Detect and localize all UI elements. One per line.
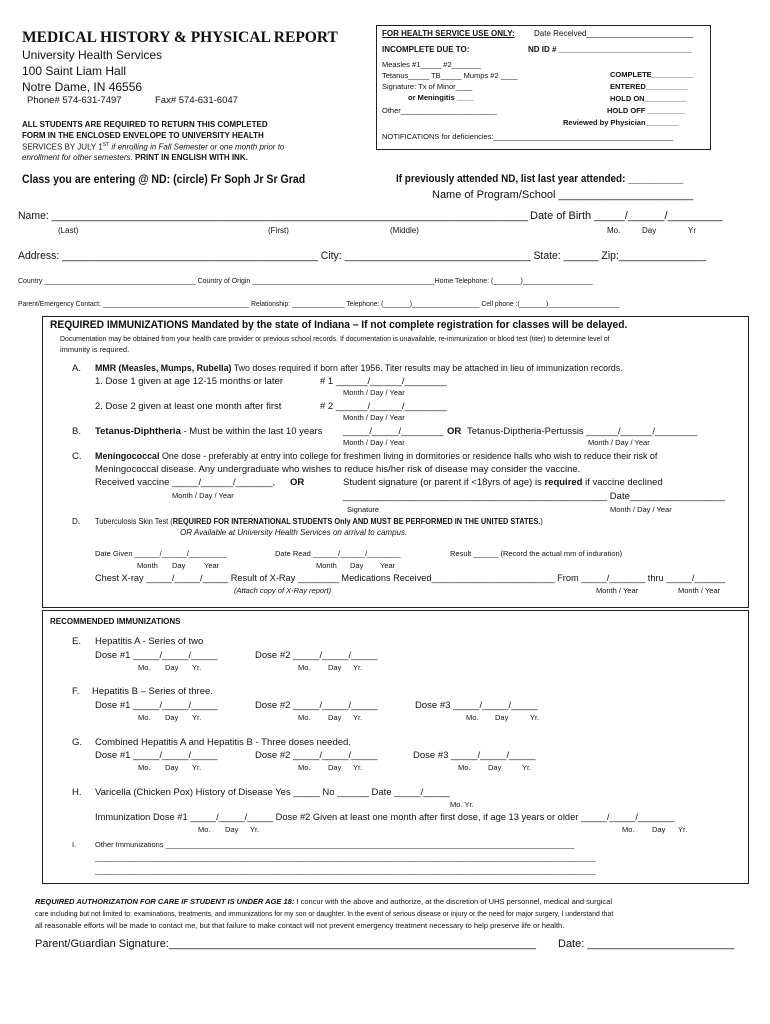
hep-b-d2-yr: Yr. [353,713,363,722]
office-signature[interactable]: Signature: Tx of Minor____ [382,82,473,91]
decline-required: required [544,477,583,488]
dob-day-label: Day [642,226,657,235]
section-e-letter: E. [72,636,81,647]
hep-a-d2-yr: Yr. [353,663,363,672]
org-phone: Phone# 574-631-7497 [27,95,122,106]
tdap-mdy: Month / Day / Year [588,438,650,447]
td-date-field[interactable]: _____/_____/________ [343,426,444,437]
hep-a-d1-yr: Yr. [192,663,202,672]
hep-a-d2-mo: Mo. [298,663,311,672]
meningococcal-received-field[interactable]: Received vaccine _____/______/_______, [95,477,276,488]
xray-attach-note: (Attach copy of X-Ray report) [234,586,332,595]
var-d2-yr: Yr. [678,825,688,834]
address-field[interactable]: Address: ____________________________________________ City: ________________________________ State: ______ Zip:_______________ [18,250,707,262]
hep-ab-dose1[interactable]: Dose #1 _____/_____/_____ [95,750,218,761]
dob-field[interactable]: Date of Birth _____/______/_________ [530,210,723,222]
hep-b-dose1[interactable]: Dose #1 _____/_____/_____ [95,700,218,711]
hep-b-dose2[interactable]: Dose #2 _____/_____/_____ [255,700,378,711]
org-name: University Health Services [22,48,163,62]
mmr-dose1-label: 1. Dose 1 given at age 12-15 months or later [95,376,284,387]
required-doc-note-2: immunity is required. [60,345,130,354]
org-address-1: 100 Saint Liam Hall [22,64,127,78]
varicella-immunization[interactable]: Immunization Dose #1 _____/_____/_____ Dose #2 Given at least one month after first dose, if age 13 years or older _____/_____/_______ [95,812,675,823]
notice-line-4b: PRINT IN ENGLISH WITH INK. [132,153,248,162]
section-b-text [95,426,322,437]
recommended-heading: RECOMMENDED IMMUNIZATIONS [50,617,181,626]
decline-signature-field[interactable]: __________________________________________________ Date__________________ [343,491,725,502]
section-a-letter: A. [72,363,81,374]
hep-b-d3-day: Day [495,713,509,722]
hep-a-label: Hepatitis A - Series of two [95,636,204,647]
org-fax: Fax# 574-631-6047 [155,95,238,106]
tb-read-month: Month [316,561,337,570]
notice-line-3a: SERVICES BY JULY 1 [22,142,103,152]
hep-a-dose1[interactable]: Dose #1 _____/_____/_____ [95,650,218,661]
name-last-label: (Last) [58,226,79,235]
tdap-field[interactable]: Tetanus-Diptheria-Pertussis ______/______/________ [467,426,698,437]
meningococcal-decline [343,477,663,488]
hep-a-d1-mo: Mo. [138,663,151,672]
tb-given-day: Day [172,561,186,570]
required-doc-note-1: Documentation may be obtained from your health care provider or previous school records. If documentation is unavailable, re-immunization or blood test (titer) to determine level of [60,334,610,343]
varicella-moyr: Mo. Yr. [450,800,474,809]
hep-b-d3-mo: Mo. [466,713,479,722]
td-mdy: Month / Day / Year [343,438,405,447]
program-school[interactable]: Name of Program/School ______________________ [432,189,694,201]
office-entered[interactable]: ENTERED__________ [610,82,688,91]
hep-ab-dose3[interactable]: Dose #3 _____/_____/_____ [413,750,536,761]
section-h-letter: H. [72,787,82,798]
name-field[interactable]: Name: __________________________________________________________________________________ [18,210,529,222]
previous-attended[interactable]: If previously attended ND, list last year attended: __________ [396,173,684,185]
country-field[interactable]: Country _______________________________________ Country of Origin _______________________________________________Home Telephone: (_______)__________________ [18,276,593,285]
mmr-desc: Two doses required if born after 1956. Titer results may be attached in lieu of immunization records. [231,363,623,374]
other-immunizations[interactable]: Other Immunizations ___________________________________________________________________________________________________ [95,840,575,849]
office-other[interactable]: Other_______________________ [382,106,497,115]
meningococcal-desc-2: Meningococcal disease. Any undergraduate who wishes to reduce his/her risk of disease may consider the vaccine. [95,464,581,475]
decline-date-mdy: Month / Day / Year [610,505,672,514]
var-d2-mo: Mo. [622,825,635,834]
section-i-letter: I. [72,840,77,849]
tb-required: REQUIRED FOR INTERNATIONAL STUDENTS Only AND MUST BE PERFORMED IN THE UNITED STATES. [172,517,541,526]
td-desc: - Must be within the last 10 years [180,426,323,437]
hep-ab-d2-yr: Yr. [353,763,363,772]
emergency-contact-field[interactable]: Parent/Emergency Contact: _______________________________________ Relationship: ______________ Telephone: (_______)__________________ Cell phone :(_______)___________________ [18,299,620,308]
decline-text-c: if vaccine declined [582,477,663,488]
med-thru-moyr: Month / Year [678,586,721,595]
hep-a-dose2[interactable]: Dose #2 _____/_____/_____ [255,650,378,661]
notice-line-2: FORM IN THE ENCLOSED ENVELOPE TO UNIVERSITY HEALTH [22,131,264,140]
office-reviewed[interactable]: Reviewed by Physician________ [563,118,679,127]
tb-given-year: Year [204,561,220,570]
other-immunizations-line-2[interactable]: ________________________________________________________________________________________________________________________ [95,853,596,862]
notice-line-4a: enrollment for other semesters. [22,153,133,162]
section-f-letter: F. [72,686,80,697]
hep-b-label: Hepatitis B – Series of three. [92,686,213,697]
mmr-dose1-mdy: Month / Day / Year [343,388,405,397]
section-c-text [95,451,657,462]
guardian-signature-field[interactable]: Parent/Guardian Signature:____________________________________________________________ [35,938,536,950]
auth-line-2: care including but not limited to: examinations, treatments, and immunizations for my son or daughter. In the event of serious disease or injury or the need for major surgery, I understand that [35,909,614,918]
hep-ab-d1-mo: Mo. [138,763,151,772]
mmr-dose2-mdy: Month / Day / Year [343,413,405,422]
meningococcal-or: OR [290,477,305,488]
notice-sup: ST [102,142,110,148]
notice-line-3 [22,142,284,152]
hep-b-d1-mo: Mo. [138,713,151,722]
notice-line-3b: if enrolling in Fall Semester or one month prior to [109,142,285,152]
tb-label: Tuberculosis Skin Test ( [95,517,173,526]
varicella-history[interactable]: Varicella (Chicken Pox) History of Disease Yes _____ No ______ Date _____/_____ [95,787,450,798]
hep-ab-label: Combined Hepatitis A and Hepatitis B - Three doses needed. [95,737,351,748]
required-heading: REQUIRED IMMUNIZATIONS Mandated by the state of Indiana – If not complete registration for classes will be delayed. [50,319,628,331]
var-d1-yr: Yr. [250,825,260,834]
auth-text-1: I concur with the above and authorize, at the discretion of UHS personnel, medical and surgical [294,897,613,906]
office-hold-off[interactable]: HOLD OFF _________ [607,106,685,115]
date-received[interactable]: Date Received________________________ [534,29,694,38]
hep-a-d1-day: Day [165,663,179,672]
hep-ab-d2-day: Day [328,763,342,772]
nd-id-field[interactable]: ND ID # ______________________________ [528,45,693,54]
mmr-dose2-field[interactable]: # 2 ______/______/________ [320,401,447,412]
hep-b-d3-yr: Yr. [530,713,540,722]
tb-given-month: Month [137,561,158,570]
office-measles[interactable]: Measles #1_____ #2_______ [382,60,481,69]
guardian-date-field[interactable]: Date: ________________________ [558,938,735,950]
office-notifications[interactable]: NOTIFICATIONS for deficiencies:___________________________________________ [382,132,673,141]
hep-ab-dose2[interactable]: Dose #2 _____/_____/_____ [255,750,378,761]
section-b-letter: B. [72,426,81,437]
name-middle-label: (Middle) [390,226,419,235]
xray-line[interactable]: Chest X-ray _____/_____/_____ Result of X-Ray ________ Medications Received________________________ From _____/_______ thru _____/______ [95,573,726,584]
hep-ab-d3-mo: Mo. [458,763,471,772]
var-d1-day: Day [225,825,239,834]
office-hold-on[interactable]: HOLD ON__________ [610,94,687,103]
hep-b-d2-mo: Mo. [298,713,311,722]
notice-line-4 [22,153,248,162]
hep-ab-d1-yr: Yr. [192,763,202,772]
hep-ab-d3-day: Day [488,763,502,772]
auth-heading: REQUIRED AUTHORIZATION FOR CARE IF STUDENT IS UNDER AGE 18: [35,897,295,906]
meningococcal-mdy: Month / Day / Year [172,491,234,500]
other-immunizations-line-3[interactable]: ________________________________________________________________________________________________________________________ [95,866,596,875]
med-from-moyr: Month / Year [596,586,639,595]
tb-read-year: Year [380,561,396,570]
td-or: OR [447,426,462,437]
section-a-text [95,363,623,374]
decline-signature-label: Signature [347,505,380,514]
td-label: Tetanus-Diphtheria [95,426,181,437]
hep-b-d1-day: Day [165,713,179,722]
hep-b-d1-yr: Yr. [192,713,202,722]
notice-line-1: ALL STUDENTS ARE REQUIRED TO RETURN THIS COMPLETED [22,120,268,129]
tb-read-day: Day [350,561,364,570]
hep-ab-d1-day: Day [165,763,179,772]
section-d-letter: D. [72,517,80,526]
tb-date-given[interactable]: Date Given ______/______/_________ [95,549,227,558]
hep-ab-d3-yr: Yr. [522,763,532,772]
hep-b-d2-day: Day [328,713,342,722]
mmr-dose1-field[interactable]: # 1 ______/______/________ [320,376,447,387]
meningococcal-desc: One dose - preferably at entry into college for freshmen living in dormitories or residence halls who wish to reduce their risk of [159,451,658,462]
office-use-title: FOR HEALTH SERVICE USE ONLY: [382,29,515,38]
auth-line-3: all reasonable efforts will be made to contact me, but that failure to make contact will not prevent emergency treatment necessary to help preserve life or health. [35,921,565,930]
hep-a-d2-day: Day [328,663,342,672]
incomplete-due: INCOMPLETE DUE TO: [382,45,470,54]
meningococcal-label: Meningococcal [95,451,160,462]
auth-line-1 [35,897,612,906]
hep-ab-d2-mo: Mo. [298,763,311,772]
tb-result[interactable]: Result ______ (Record the actual mm of induration) [450,549,623,558]
office-complete[interactable]: COMPLETE__________ [610,70,694,79]
tb-close: ) [540,517,543,526]
form-title: MEDICAL HISTORY & PHYSICAL REPORT [22,29,338,46]
section-g-letter: G. [72,737,83,748]
office-tetanus[interactable]: Tetanus_____ TB_____ Mumps #2 ____ [382,71,518,80]
org-address-2: Notre Dame, IN 46556 [22,80,143,94]
decline-text-a: Student signature (or parent if <18yrs of age) is [343,477,545,488]
office-meningitis[interactable]: or Meningitis ____ [408,93,474,102]
class-entering[interactable]: Class you are entering @ ND: (circle) Fr Soph Jr Sr Grad [22,172,306,186]
var-d2-day: Day [652,825,666,834]
section-c-letter: C. [72,451,82,462]
tb-campus-note: OR Available at University Health Services on arrival to campus. [180,528,408,537]
section-d-text [95,517,543,526]
tb-date-read[interactable]: Date Read ______/______/________ [275,549,401,558]
name-first-label: (First) [268,226,289,235]
hep-b-dose3[interactable]: Dose #3 _____/_____/_____ [415,700,538,711]
dob-mo-label: Mo. [607,226,621,235]
mmr-label: MMR (Measles, Mumps, Rubella) [95,363,232,374]
mmr-dose2-label: 2. Dose 2 given at least one month after first [95,401,282,412]
dob-yr-label: Yr [688,226,696,235]
var-d1-mo: Mo. [198,825,211,834]
